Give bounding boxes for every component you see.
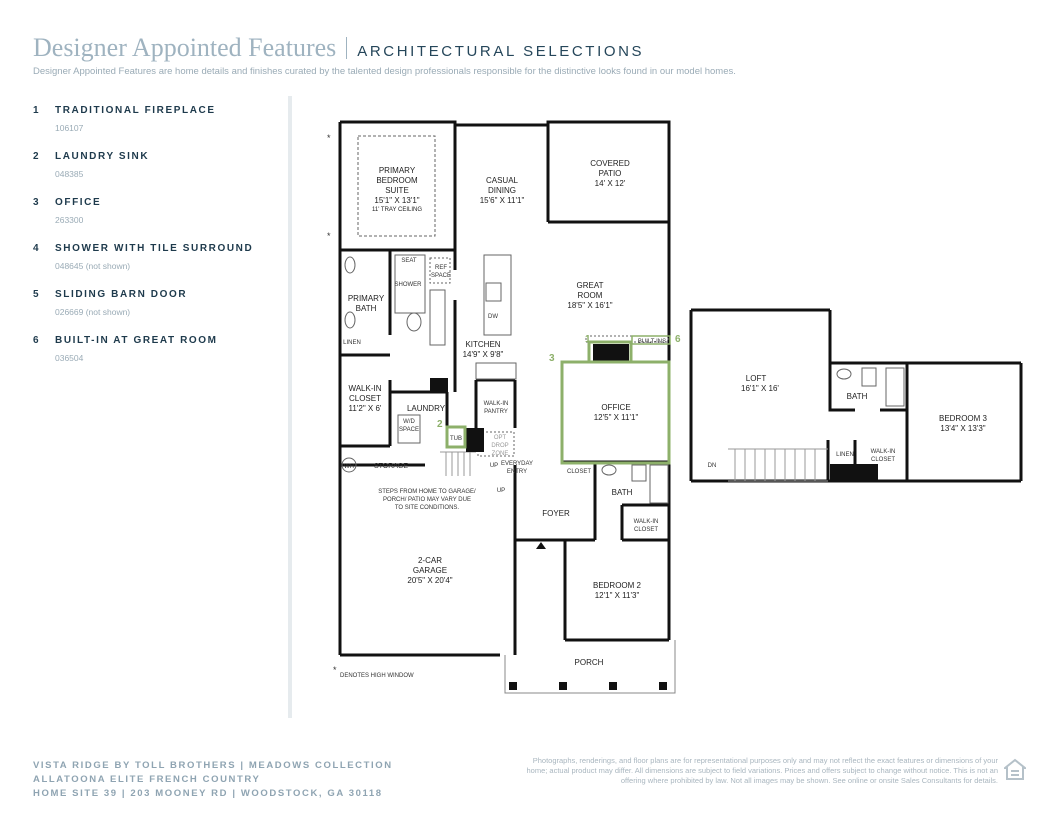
footer-line: HOME SITE 39 | 203 MOONEY RD | WOODSTOCK, GA 30118	[33, 788, 383, 799]
floor-plan	[300, 110, 1030, 710]
room-label: ROOM	[577, 291, 603, 300]
marker-3: 3	[549, 353, 555, 364]
fixture-label: LINEN	[343, 340, 361, 346]
room-label: PORCH	[574, 658, 604, 667]
feature-number: 6	[33, 335, 39, 346]
fixture-label: WALK-IN	[633, 519, 659, 525]
feature-code: 106107	[55, 123, 84, 133]
room-label: 2-CAR	[417, 556, 443, 565]
feature-name: LAUNDRY SINK	[55, 151, 150, 162]
high-window-star: *	[327, 231, 331, 241]
plan-fixtures	[342, 136, 904, 503]
solid-elements	[430, 344, 878, 690]
marker-6: 6	[675, 334, 681, 345]
room-label: FOYER	[542, 509, 570, 518]
room-label: LOFT	[745, 374, 767, 383]
fixture-label: DW	[488, 314, 498, 320]
feature-code: 026669 (not shown)	[55, 307, 131, 317]
room-label: CASUAL	[485, 176, 519, 185]
feature-number: 4	[33, 243, 39, 254]
room-dims: 15'6" X 11'1"	[479, 196, 525, 205]
feature-name: TRADITIONAL FIREPLACE	[55, 105, 216, 116]
feature-number: 1	[33, 105, 39, 116]
note-text: PORCH/ PATIO MAY VARY DUE	[383, 497, 471, 503]
feature-code: 263300	[55, 215, 84, 225]
fixture-label: UP	[496, 488, 506, 494]
fixture-label: DROP	[491, 443, 509, 449]
room-label: BEDROOM 2	[592, 581, 642, 590]
fixture-label: TUB	[450, 436, 462, 442]
room-label: BATH	[355, 304, 377, 313]
room-label: DINING	[488, 186, 516, 195]
room-dims: 13'4" X 13'3"	[940, 424, 986, 433]
room-note: 11' TRAY CEILING	[371, 207, 423, 213]
fixture-label: WH	[344, 464, 354, 470]
fixture-label: CLOSET	[566, 469, 592, 475]
high-window-star: *	[327, 133, 331, 143]
feature-item	[33, 284, 283, 330]
room-label: KITCHEN	[465, 340, 501, 349]
note-text: STEPS FROM HOME TO GARAGE/	[378, 489, 476, 495]
fixture-label: DN	[707, 463, 717, 469]
fixture-label: ENTRY	[506, 469, 528, 475]
disclaimer: Photographs, renderings, and floor plans are for representational purposes only and may not reflect the exact features or dimensions of your home; actual product may differ. All dimensions are subject to field variations. Prices and offers subject to change without notice. This is not an offering where prohibited by law. Not all images may be shown. See online or onsite Sales Consultants for details.	[526, 756, 998, 785]
fixture-label: ZONE	[491, 451, 509, 457]
fixture-label: PANTRY	[484, 409, 508, 415]
room-label: PRIMARY	[347, 294, 385, 303]
room-label: OFFICE	[601, 403, 631, 412]
fixture-label: WALK-IN	[483, 401, 509, 407]
fixture-label: OPT	[493, 435, 507, 441]
column-divider	[288, 96, 292, 718]
room-label: LAUNDRY	[406, 404, 446, 413]
room-label: BATH	[846, 392, 868, 401]
fixture-label: CLOSET	[633, 527, 659, 533]
fixture-label: UP	[489, 463, 499, 469]
fixture-label: REF	[435, 265, 447, 271]
room-dims: 15'1" X 13'1"	[374, 196, 420, 205]
legend-text: DENOTES HIGH WINDOW	[340, 673, 414, 679]
room-label: PATIO	[598, 169, 622, 178]
feature-code: 036504	[55, 353, 84, 363]
feature-code: 048385	[55, 169, 84, 179]
fixture-label: CLOSET	[870, 457, 896, 463]
room-label: GREAT	[576, 281, 604, 290]
room-label: CLOSET	[348, 394, 382, 403]
fixture-label: STORAGE	[373, 463, 409, 470]
room-label: BATH	[611, 488, 633, 497]
fixture-label: SPACE	[399, 427, 419, 433]
fixture-label: BUILT-INS	[637, 339, 667, 345]
feature-number: 5	[33, 289, 39, 300]
feature-name: BUILT-IN AT GREAT ROOM	[55, 335, 218, 346]
room-dims: 20'5" X 20'4"	[407, 576, 453, 585]
fixture-label: EVERYDAY	[500, 461, 534, 467]
room-dims: 18'5" X 16'1"	[567, 301, 613, 310]
marker-1: 1	[585, 334, 591, 345]
room-label: COVERED	[590, 159, 630, 168]
feature-code: 048645 (not shown)	[55, 261, 131, 271]
room-label: BEDROOM 3	[938, 414, 988, 423]
feature-number: 2	[33, 151, 39, 162]
marker-2: 2	[437, 419, 443, 430]
feature-item	[33, 100, 283, 146]
room-dims: 12'5" X 11'1"	[593, 413, 639, 422]
fixture-label: WALK-IN	[870, 449, 896, 455]
legend-star: *	[333, 665, 337, 675]
note-text: TO SITE CONDITIONS.	[394, 505, 460, 511]
title-divider	[346, 37, 347, 59]
fixture-label: LINEN	[836, 452, 854, 458]
footer-line: ALLATOONA ELITE FRENCH COUNTRY	[33, 774, 261, 785]
equal-housing-icon	[1004, 758, 1026, 784]
page-title: Designer Appointed Features	[33, 33, 337, 62]
page-description: Designer Appointed Features are home details and finishes curated by the talented design professionals responsible for the distinctive looks found in our model homes.	[33, 66, 736, 77]
page-header	[33, 33, 644, 63]
footer-info	[33, 759, 393, 801]
feature-item	[33, 330, 283, 376]
room-label: GARAGE	[412, 566, 448, 575]
feature-number: 3	[33, 197, 39, 208]
feature-item	[33, 192, 283, 238]
room-dims: 11'2" X 6'	[348, 404, 382, 413]
room-dims: 12'1" X 11'3"	[594, 591, 640, 600]
feature-item	[33, 238, 283, 284]
fixture-label: SPACE	[431, 273, 451, 279]
feature-name: OFFICE	[55, 197, 102, 208]
feature-list	[33, 100, 283, 376]
fixture-label: SHOWER	[394, 282, 422, 288]
room-dims: 14' X 12'	[594, 179, 626, 188]
room-label: SUITE	[385, 186, 409, 195]
room-dims: 14'9" X 9'8"	[462, 350, 504, 359]
page-subtitle: ARCHITECTURAL SELECTIONS	[357, 43, 645, 60]
room-label: WALK-IN	[348, 384, 382, 393]
feature-item	[33, 146, 283, 192]
fixture-label: SEAT	[401, 258, 417, 264]
room-dims: 16'1" X 16'	[741, 384, 779, 393]
room-label: PRIMARY	[378, 166, 416, 175]
footer-line: VISTA RIDGE BY TOLL BROTHERS | MEADOWS COLLECTION	[33, 760, 393, 771]
feature-name: SLIDING BARN DOOR	[55, 289, 188, 300]
feature-name: SHOWER WITH TILE SURROUND	[55, 243, 254, 254]
fixture-label: W/D	[403, 419, 415, 425]
room-label: BEDROOM	[376, 176, 418, 185]
